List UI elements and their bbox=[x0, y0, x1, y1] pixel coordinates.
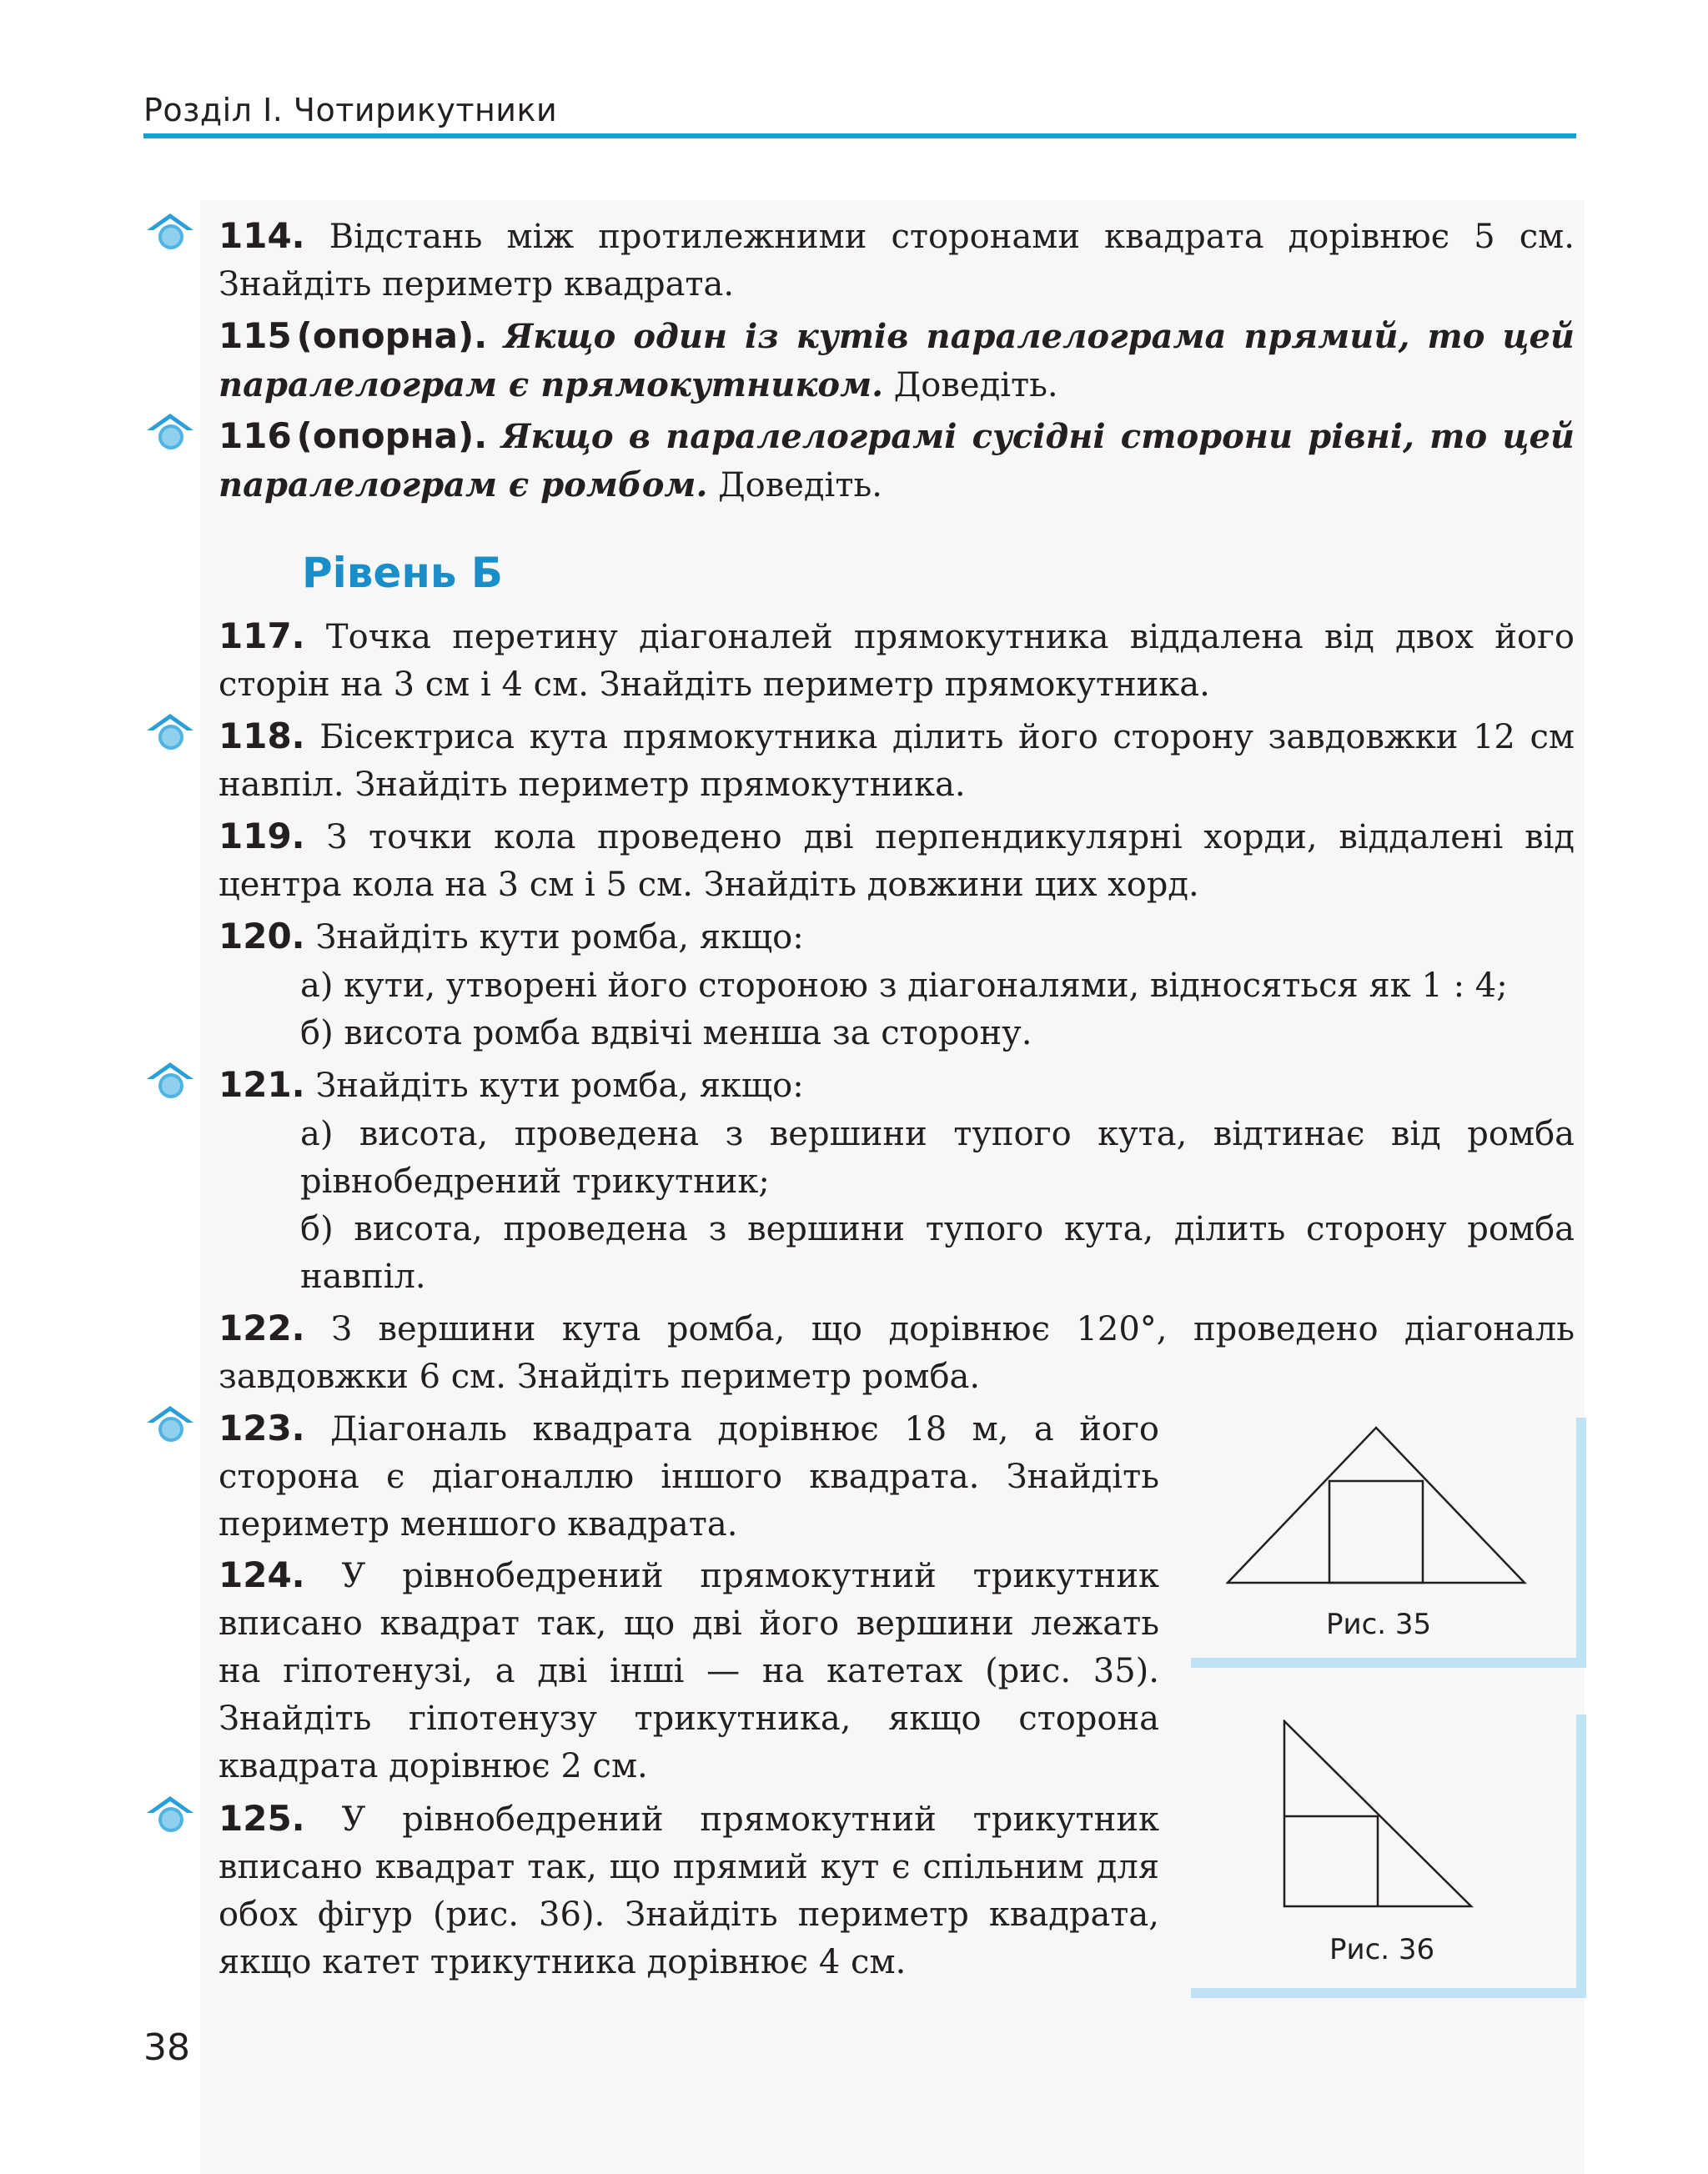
difficulty-marker-icon bbox=[143, 1057, 197, 1101]
page-number: 38 bbox=[143, 2026, 190, 2069]
difficulty-marker-icon bbox=[143, 409, 197, 452]
difficulty-marker-icon bbox=[143, 208, 197, 252]
problem-120-b: б) висота ромба вдвічі менша за сторону. bbox=[300, 1014, 1032, 1052]
difficulty-marker-icon bbox=[143, 1401, 197, 1444]
figure-35-drawing bbox=[1226, 1424, 1528, 1591]
problem-116: 116 (опорна). Якщо в паралелограмі сусідні сторони рівні, то цей паралелограм є ромбом. Доведіть. bbox=[219, 415, 1575, 505]
problem-118: 118. Бісектриса кута прямокутника ділить його сторону завдовжки 12 см навпіл. Знайдіть периметр прямокутника. bbox=[219, 715, 1575, 804]
difficulty-marker-icon bbox=[143, 1791, 197, 1835]
problem-120: 120. Знайдіть кути ромба, якщо: bbox=[219, 916, 804, 956]
problem-115: 115 (опорна). Якщо один із кутів паралелограма прямий, то цей паралелограм є прямокутником. Доведіть. bbox=[219, 315, 1575, 404]
chapter-header: Розділ I. Чотирикутники bbox=[143, 92, 558, 128]
problem-124: 124. У рівнобедрений прямокутний трикутник вписано квадрат так, що дві його вершини лежать на гіпотенузі, а дві інші — на катетах (рис. 35). Знайдіть гіпотенузу трикутника, якщо сторона квадрата дорівнює 2 см. bbox=[219, 1554, 1159, 1785]
problem-121-a: а) висота, проведена з вершини тупого кута, відтинає від ромба рівнобедрений трикутник; bbox=[300, 1115, 1575, 1201]
problem-119: 119. З точки кола проведено дві перпендикулярні хорди, віддалені від центра кола на 3 см і 5 см. Знайдіть довжини цих хорд. bbox=[219, 816, 1575, 904]
problem-121: 121. Знайдіть кути ромба, якщо: bbox=[219, 1064, 804, 1105]
problem-123: 123. Діагональ квадрата дорівнює 18 м, а його сторона є діагоналлю іншого квадрата. Знайдіть периметр меншого квадрата. bbox=[219, 1408, 1159, 1544]
problem-117: 117. Точка перетину діагоналей прямокутника віддалена від двох його сторін на 3 см і 4 см. Знайдіть периметр прямокутника. bbox=[219, 615, 1575, 704]
level-heading: Рівень Б bbox=[302, 549, 504, 597]
problem-125: 125. У рівнобедрений прямокутний трикутник вписано квадрат так, що прямий кут є спільним для обох фігур (рис. 36). Знайдіть периметр квадрата, якщо катет трикутника дорівнює 4 см. bbox=[219, 1798, 1159, 1981]
problem-114: 114. Відстань між протилежними сторонами квадрата дорівнює 5 см. Знайдіть периметр квадрата. bbox=[219, 215, 1575, 304]
problem-120-a: а) кути, утворені його стороною з діагоналями, відносяться як 1 : 4; bbox=[300, 967, 1508, 1005]
figure-36-drawing bbox=[1276, 1720, 1476, 1911]
figure-35-caption: Рис. 35 bbox=[1326, 1608, 1432, 1641]
problem-121-b: б) висота, проведена з вершини тупого кута, ділить сторону ромба навпіл. bbox=[300, 1210, 1575, 1296]
problem-122: 122. З вершини кута ромба, що дорівнює 120°, проведено діагональ завдовжки 6 см. Знайдіть периметр ромба. bbox=[219, 1308, 1575, 1396]
header-rule bbox=[143, 133, 1576, 138]
difficulty-marker-icon bbox=[143, 709, 197, 752]
figure-36-caption: Рис. 36 bbox=[1329, 1933, 1435, 1966]
